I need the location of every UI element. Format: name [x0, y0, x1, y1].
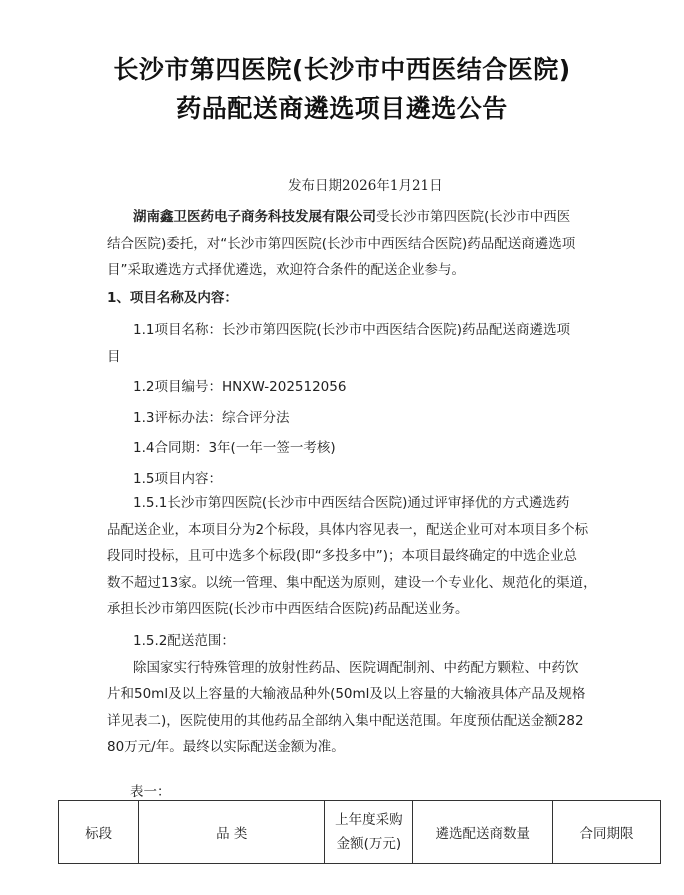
intro-line-1: 受长沙市第四医院(长沙市中西医 — [376, 209, 571, 225]
item-1-4: 1.4合同期：3年(一年一签一考核) — [133, 440, 336, 456]
item-1-5-2-line-4: 80万元/年。最终以实际配送金额为准。 — [107, 739, 345, 755]
item-1-5-2-line-1: 除国家实行特殊管理的放射性药品、医院调配制剂、中药配方颗粒、中药饮 — [133, 659, 579, 676]
item-1-5-1-line-3: 段同时投标，且可中选多个标段(即“多投多中”)；本项目最终确定的中选企业总 — [107, 548, 578, 564]
header-section: 标段 — [59, 801, 139, 864]
header-amount-line-2: 金额(万元) — [336, 836, 402, 852]
title-line-2: 药品配送商遴选项目遴选公告 — [176, 94, 508, 123]
header-supplier-count: 遴选配送商数量 — [413, 801, 553, 864]
agency-name: 湖南鑫卫医药电子商务科技发展有限公司 — [133, 209, 376, 225]
intro-line-3: 目”采取遴选方式择优遴选，欢迎符合条件的配送企业参与。 — [107, 262, 465, 278]
item-1-5-1-line-2: 品配送企业，本项目分为2个标段，具体内容见表一，配送企业可对本项目多个标 — [107, 521, 589, 538]
items-block — [107, 317, 627, 492]
title-line-1: 长沙市第四医院(长沙市中西医结合医院) — [113, 55, 571, 84]
table-label: 表一： — [130, 784, 171, 800]
item-1-5-2-block — [107, 628, 627, 761]
item-1-5-1-block — [107, 490, 627, 623]
intro-line-2: 结合医院)委托，对“长沙市第四医院(长沙市中西医结合医院)药品配送商遴选项 — [107, 235, 576, 252]
header-category: 品 类 — [139, 801, 325, 864]
item-1-3: 1.3评标办法：综合评分法 — [133, 409, 290, 426]
item-1-5-1-line-4: 数不超过13家。以统一管理、集中配送为原则，建设一个专业化、规范化的渠道， — [107, 574, 597, 591]
item-1-2: 1.2项目编号：HNXW-202512056 — [133, 379, 347, 395]
table-one — [58, 800, 661, 864]
item-1-5-2-heading: 1.5.2配送范围： — [133, 633, 235, 649]
header-contract-term: 合同期限 — [553, 801, 661, 864]
item-1-1-line-a: 1.1项目名称：长沙市第四医院(长沙市中西医结合医院)药品配送商遴选项 — [133, 322, 571, 338]
header-last-year-amount — [325, 801, 413, 864]
item-1-5-2-line-3: 详见表二)，医院使用的其他药品全部纳入集中配送范围。年度预估配送金额282 — [107, 712, 584, 729]
item-1-5: 1.5项目内容： — [133, 470, 222, 487]
item-1-5-1-line-1: 1.5.1长沙市第四医院(长沙市中西医结合医院)通过评审择优的方式遴选药 — [133, 495, 570, 511]
header-amount-line-1: 上年度采购 — [335, 812, 403, 828]
item-1-1-line-b: 目 — [107, 348, 121, 365]
intro-paragraph — [107, 204, 627, 284]
item-1-5-1-line-5: 承担长沙市第四医院(长沙市中西医结合医院)药品配送业务。 — [107, 601, 469, 617]
section-1-heading: 1、项目名称及内容： — [107, 290, 238, 306]
publish-date: 发布日期2026年1月21日 — [288, 178, 443, 194]
item-1-5-2-line-2: 片和50ml及以上容量的大输液品种外(50ml及以上容量的大输液具体产品及规格 — [107, 686, 586, 702]
table-header-row — [59, 801, 661, 864]
